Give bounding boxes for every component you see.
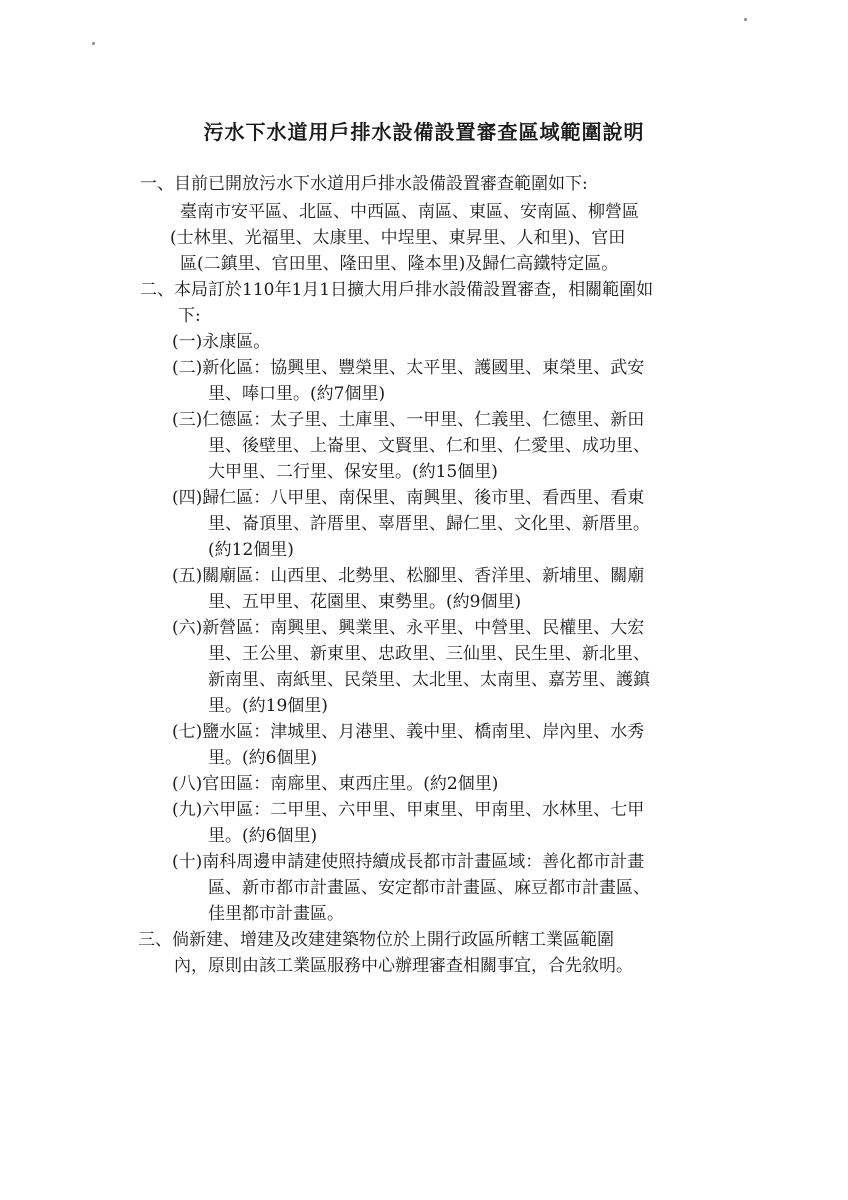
item-3: 里、後壁里、上崙里、文賢里、仁和里、仁愛里、成功里、 — [208, 436, 650, 456]
item-10: (十)南科周邊申請建使照持續成長都市計畫區域：善化都市計畫 — [172, 852, 645, 872]
item-4: (約12個里) — [208, 540, 294, 560]
item-8: (八)官田區：南廍里、東西庄里。(約2個里) — [172, 774, 499, 794]
item-3: 大甲里、二行里、保安里。(約15個里) — [208, 462, 498, 482]
item-10: 區、新市都市計畫區、安定都市計畫區、麻豆都市計畫區、 — [208, 878, 650, 898]
item-1: (一)永康區。 — [172, 332, 271, 352]
scan-speck — [744, 18, 747, 21]
item-6: 新南里、南紙里、民榮里、太北里、太南里、嘉芳里、護鎮 — [208, 670, 650, 690]
item-6: 里。(約19個里) — [208, 696, 328, 716]
section-1-text: 區(二鎮里、官田里、隆田里、隆本里)及歸仁高鐵特定區。 — [180, 254, 619, 274]
section-3-heading: 三、倘新建、增建及改建建築物位於上開行政區所轄工業區範圍 — [138, 930, 614, 950]
item-5: 里、五甲里、花園里、東勢里。(約9個里) — [208, 592, 522, 612]
item-7: 里。(約6個里) — [208, 748, 318, 768]
item-7: (七)鹽水區：津城里、月港里、義中里、橋南里、岸內里、水秀 — [172, 722, 645, 742]
item-4: (四)歸仁區：八甲里、南保里、南興里、後市里、看西里、看東 — [172, 488, 645, 508]
item-3: (三)仁德區：太子里、土庫里、一甲里、仁義里、仁德里、新田 — [172, 410, 645, 430]
item-4: 里、崙頂里、許厝里、辜厝里、歸仁里、文化里、新厝里。 — [208, 514, 650, 534]
section-3-text: 內，原則由該工業區服務中心辦理審查相關事宜，合先敘明。 — [174, 956, 633, 976]
item-5: (五)關廟區：山西里、北勢里、松腳里、香洋里、新埔里、關廟 — [172, 566, 645, 586]
item-2: 里、唪口里。(約7個里) — [208, 384, 386, 404]
item-6: 里、王公里、新東里、忠政里、三仙里、民生里、新北里、 — [208, 644, 650, 664]
item-9: (九)六甲區：二甲里、六甲里、甲東里、甲南里、水林里、七甲 — [172, 800, 645, 820]
item-10: 佳里都市計畫區。 — [208, 904, 344, 924]
scan-speck — [92, 42, 95, 45]
section-1-heading: 一、目前已開放污水下水道用戶排水設備設置審查範圍如下: — [140, 174, 588, 194]
item-9: 里。(約6個里) — [208, 826, 318, 846]
section-2-heading: 下: — [178, 306, 201, 326]
section-1-text: (士林里、光福里、太康里、中埕里、東昇里、人和里)、官田 — [170, 228, 626, 248]
document-title: 污水下水道用戶排水設備設置審查區域範圍說明 — [203, 120, 645, 144]
item-6: (六)新營區：南興里、興業里、永平里、中營里、民權里、大宏 — [172, 618, 645, 638]
section-1-text: 臺南市安平區、北區、中西區、南區、東區、安南區、柳營區 — [180, 202, 639, 222]
item-2: (二)新化區：協興里、豐榮里、太平里、護國里、東榮里、武安 — [172, 358, 645, 378]
section-2-heading: 二、本局訂於110年1月1日擴大用戶排水設備設置審查，相關範圍如 — [140, 280, 654, 300]
